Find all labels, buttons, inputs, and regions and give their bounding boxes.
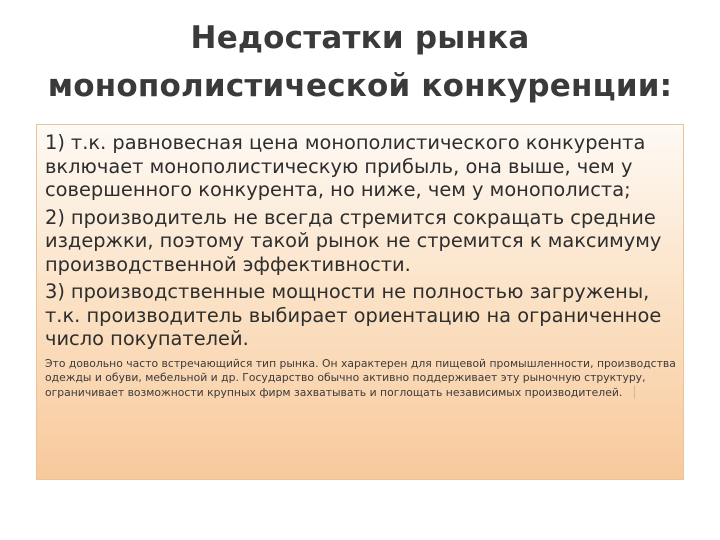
footnote <box>45 357 681 400</box>
list-item-2 <box>45 206 675 277</box>
title-line-1: Недостатки рынка <box>190 20 530 56</box>
item-number: 1) <box>45 131 65 154</box>
text-cursor <box>634 385 635 399</box>
footnote-text: Это довольно часто встречающийся тип рынка. Он характерен для пищевой промышленности, производства одежды и обуви, мебельной и др. Государство обычно активно поддерживает эту рыночную структуру, ограничивает возможности крупных фирм захватывать и поглощать независимых производителей. <box>45 356 676 399</box>
item-number: 3) <box>45 280 65 303</box>
title-line-2: монополистической конкуренции: <box>47 68 673 104</box>
slide-title <box>0 14 720 110</box>
content-box <box>36 124 684 480</box>
list-item-3 <box>45 280 675 351</box>
item-text: производственные мощности не полностью загружены, т.к. производитель выбирает ориентацию на ограниченное число покупателей. <box>45 280 662 350</box>
list-item-1 <box>45 131 675 202</box>
item-text: производитель не всегда стремится сокращать средние издержки, поэтому такой рынок не стремится к максимуму производственной эффективности. <box>45 205 662 276</box>
item-text: т.к. равновесная цена монополистического конкурента включает монополистическую прибыль, она выше, чем у совершенного конкурента, но ниже, чем у монополиста; <box>45 131 646 201</box>
item-number: 2) <box>45 205 65 229</box>
